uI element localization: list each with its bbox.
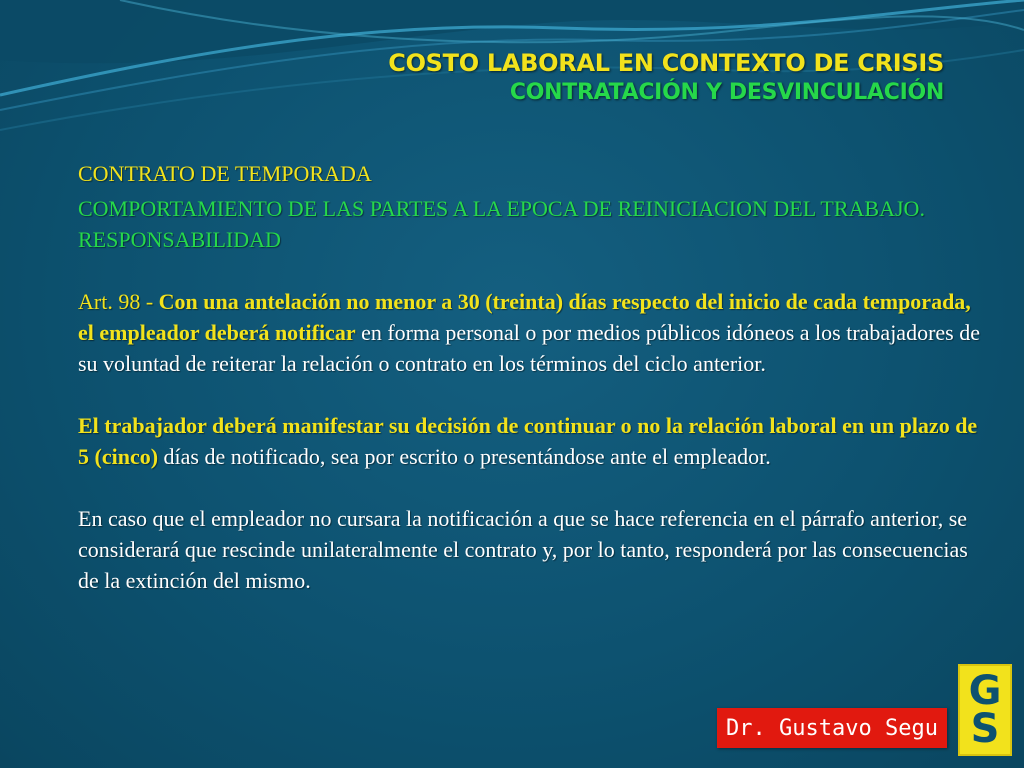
slide-subtitle: CONTRATACIÓN Y DESVINCULACIÓN: [509, 80, 944, 105]
paragraph-worker-decision: [78, 410, 983, 472]
logo-letter-g: G: [968, 668, 1002, 714]
slide-body: [78, 158, 983, 596]
paragraph-2-text: días de notificado, sea por escrito o presentándose ante el empleador.: [158, 444, 771, 469]
paragraph-2-highlight: El trabajador deberá manifestar su decisión de continuar o no la relación laboral en un plazo de 5 (cinco): [78, 413, 978, 469]
gs-logo: [958, 664, 1012, 756]
section-title: CONTRATO DE TEMPORADA: [78, 161, 372, 186]
logo-letter-s: S: [970, 706, 1000, 752]
paragraph-1-highlight: Con una antelación no menor a 30 (treinta) días respecto del inicio de cada temporada, el empleador deberá notificar: [78, 289, 971, 345]
slide-header: [388, 48, 944, 108]
article-label: Art. 98 -: [78, 289, 159, 314]
slide-title: COSTO LABORAL EN CONTEXTO DE CRISIS: [388, 49, 944, 77]
author-signature: Dr. Gustavo Segu: [717, 708, 947, 748]
paragraph-1-text: en forma personal o por medios públicos idóneos a los trabajadores de su voluntad de reiterar la relación o contrato en los términos del ciclo anterior.: [78, 320, 980, 376]
paragraph-consequences: En caso que el empleador no cursara la notificación a que se hace referencia en el párrafo anterior, se considerará que rescinde unilateralmente el contrato y, por lo tanto, responderá por las consecuencias de la extinción del mismo.: [78, 506, 968, 593]
paragraph-art-98: [78, 286, 983, 379]
section-subtitle: COMPORTAMIENTO DE LAS PARTES A LA EPOCA DE REINICIACION DEL TRABAJO. RESPONSABILIDAD: [78, 196, 925, 252]
